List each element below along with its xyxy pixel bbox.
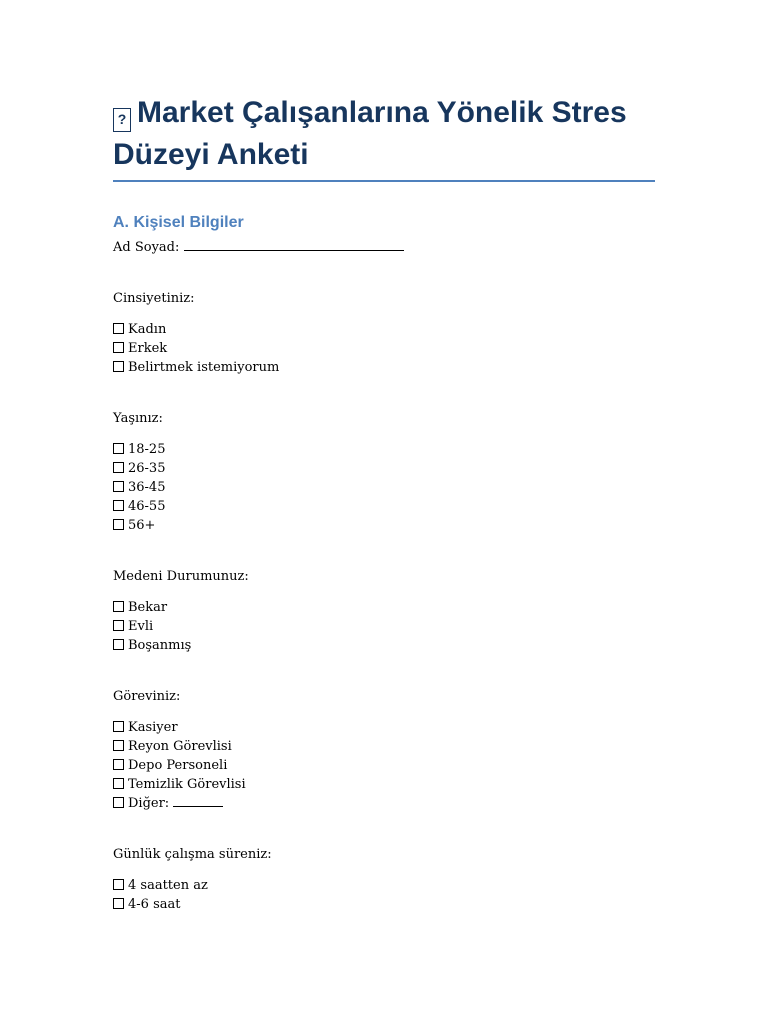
checkbox-icon[interactable] <box>113 879 124 890</box>
option-label: 26-35 <box>128 461 166 476</box>
checkbox-icon[interactable] <box>113 639 124 650</box>
option-list <box>113 718 655 813</box>
option-label: Bekar <box>128 600 168 615</box>
option-item[interactable] <box>113 478 655 497</box>
question-role <box>113 687 655 813</box>
option-label: 4-6 saat <box>128 897 181 912</box>
checkbox-icon[interactable] <box>113 342 124 353</box>
question-gender <box>113 289 655 377</box>
name-field <box>113 238 655 257</box>
checkbox-icon[interactable] <box>113 443 124 454</box>
option-item[interactable] <box>113 756 655 775</box>
option-item[interactable] <box>113 358 655 377</box>
option-label: 56+ <box>128 518 156 533</box>
option-item[interactable] <box>113 339 655 358</box>
option-item[interactable] <box>113 516 655 535</box>
option-label: Diğer: <box>128 796 170 811</box>
checkbox-icon[interactable] <box>113 778 124 789</box>
missing-glyph-icon: ? <box>113 108 131 132</box>
checkbox-icon[interactable] <box>113 601 124 612</box>
option-label: Evli <box>128 619 154 634</box>
checkbox-icon[interactable] <box>113 759 124 770</box>
option-label: Reyon Görevlisi <box>128 739 232 754</box>
document-page <box>113 92 655 914</box>
option-label: Erkek <box>128 341 168 356</box>
option-item[interactable] <box>113 636 655 655</box>
question-label: Yaşınız: <box>113 411 163 426</box>
question-marital-status <box>113 567 655 655</box>
option-item-other[interactable] <box>113 794 655 813</box>
option-item[interactable] <box>113 737 655 756</box>
question-label: Günlük çalışma süreniz: <box>113 847 272 862</box>
option-label: Depo Personeli <box>128 758 228 773</box>
option-label: 36-45 <box>128 480 166 495</box>
name-label: Ad Soyad: <box>113 240 180 255</box>
option-label: 18-25 <box>128 442 166 457</box>
checkbox-icon[interactable] <box>113 740 124 751</box>
section-heading-personal-info: A. Kişisel Bilgiler <box>113 214 244 231</box>
title-underline <box>113 180 655 182</box>
option-label: Kasiyer <box>128 720 178 735</box>
option-item[interactable] <box>113 440 655 459</box>
checkbox-icon[interactable] <box>113 500 124 511</box>
option-label: 4 saatten az <box>128 878 208 893</box>
option-list <box>113 876 655 914</box>
option-label: Kadın <box>128 322 167 337</box>
checkbox-icon[interactable] <box>113 481 124 492</box>
option-label: Boşanmış <box>128 638 192 653</box>
option-item[interactable] <box>113 895 655 914</box>
question-label: Cinsiyetiniz: <box>113 291 195 306</box>
option-label: 46-55 <box>128 499 166 514</box>
option-item[interactable] <box>113 775 655 794</box>
other-blank-line[interactable] <box>173 794 223 807</box>
question-label: Göreviniz: <box>113 689 181 704</box>
option-label: Temizlik Görevlisi <box>128 777 246 792</box>
checkbox-icon[interactable] <box>113 323 124 334</box>
question-label: Medeni Durumunuz: <box>113 569 249 584</box>
option-item[interactable] <box>113 497 655 516</box>
option-list <box>113 598 655 655</box>
document-title <box>113 92 655 178</box>
option-list <box>113 320 655 377</box>
option-label: Belirtmek istemiyorum <box>128 360 280 375</box>
name-blank-line[interactable] <box>184 238 404 251</box>
checkbox-icon[interactable] <box>113 620 124 631</box>
checkbox-icon[interactable] <box>113 519 124 530</box>
question-daily-hours <box>113 845 655 914</box>
checkbox-icon[interactable] <box>113 721 124 732</box>
checkbox-icon[interactable] <box>113 797 124 808</box>
option-item[interactable] <box>113 718 655 737</box>
option-item[interactable] <box>113 459 655 478</box>
option-item[interactable] <box>113 598 655 617</box>
checkbox-icon[interactable] <box>113 462 124 473</box>
option-item[interactable] <box>113 617 655 636</box>
option-item[interactable] <box>113 876 655 895</box>
document-title-text: Market Çalışanlarına Yönelik Stres Düzeyi Anketi <box>113 96 627 171</box>
option-item[interactable] <box>113 320 655 339</box>
option-list <box>113 440 655 535</box>
checkbox-icon[interactable] <box>113 361 124 372</box>
question-age <box>113 409 655 535</box>
checkbox-icon[interactable] <box>113 898 124 909</box>
